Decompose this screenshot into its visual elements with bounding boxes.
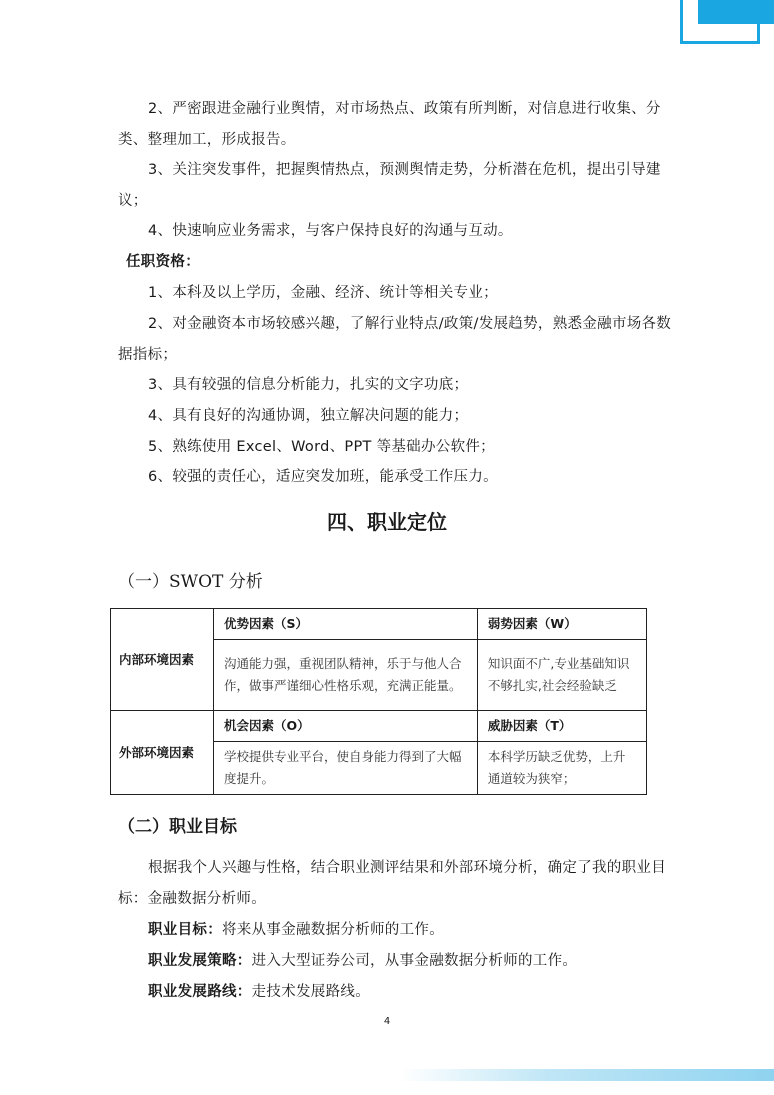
swot-table [110,608,647,795]
external-label: 外部环境因素 [111,711,214,795]
duty-3: 3、关注突发事件，把握舆情热点，预测舆情走势，分析潜在危机，提出引导建议； [118,162,661,209]
qualification-3: 3、具有较强的信息分析能力，扎实的文字功底； [148,377,469,393]
qualification-5: 5、熟练使用 Excel、Word、PPT 等基础办公软件； [148,439,495,455]
duty-4: 4、快速响应业务需求，与客户保持良好的沟通与互动。 [148,223,513,239]
opportunities-cell: 学校提供专业平台，使自身能力得到了大幅度提升。 [214,742,478,795]
route-label: 职业发展路线： [148,984,252,1000]
footer-gradient-bar [400,1069,774,1081]
strategy-item [118,946,678,977]
route-item [118,977,678,1008]
section-title: 四、职业定位 [327,510,447,534]
strengths-header: 优势因素（S） [214,609,478,640]
weaknesses-header: 弱势因素（W） [477,609,646,640]
opportunities-header: 机会因素（O） [214,711,478,742]
qualification-4: 4、具有良好的沟通协调，独立解决问题的能力； [148,408,469,424]
threats-header: 威胁因素（T） [477,711,646,742]
weaknesses-cell: 知识面不广,专业基础知识不够扎实,社会经验缺乏 [477,640,646,711]
internal-label: 内部环境因素 [111,609,214,711]
swot-title: （一）SWOT 分析 [118,572,263,592]
goal-title: （二）职业目标 [118,817,237,837]
qualification-6: 6、较强的责任心，适应突发加班，能承受工作压力。 [148,469,498,485]
page-number: 4 [383,1016,391,1027]
route-text: 走技术发展路线。 [251,984,371,1000]
strategy-text: 进入大型证券公司，从事金融数据分析师的工作。 [251,953,578,969]
goal-intro: 根据我个人兴趣与性格，结合职业测评结果和外部环境分析，确定了我的职业目标：金融数据分析师。 [118,860,666,907]
goal-label: 职业目标： [148,922,222,938]
threats-cell: 本科学历缺乏优势，上升通道较为狭窄； [477,742,646,795]
strengths-cell: 沟通能力强，重视团队精神，乐于与他人合作，做事严谨细心性格乐观，充满正能量。 [214,640,478,711]
strategy-label: 职业发展策略： [148,953,252,969]
corner-block [698,0,774,24]
qualification-2: 2、对金融资本市场较感兴趣，了解行业特点/政策/发展趋势，熟悉金融市场各数据指标； [118,316,672,363]
duty-2: 2、严密跟进金融行业舆情，对市场热点、政策有所判断，对信息进行收集、分类、整理加工，形成报告。 [118,101,661,148]
qualifications-title: 任职资格： [126,254,200,270]
qualification-1: 1、本科及以上学历，金融、经济、统计等相关专业； [148,285,498,301]
goal-item [118,915,678,946]
goal-text: 将来从事金融数据分析师的工作。 [222,922,444,938]
corner-decoration [684,0,774,46]
